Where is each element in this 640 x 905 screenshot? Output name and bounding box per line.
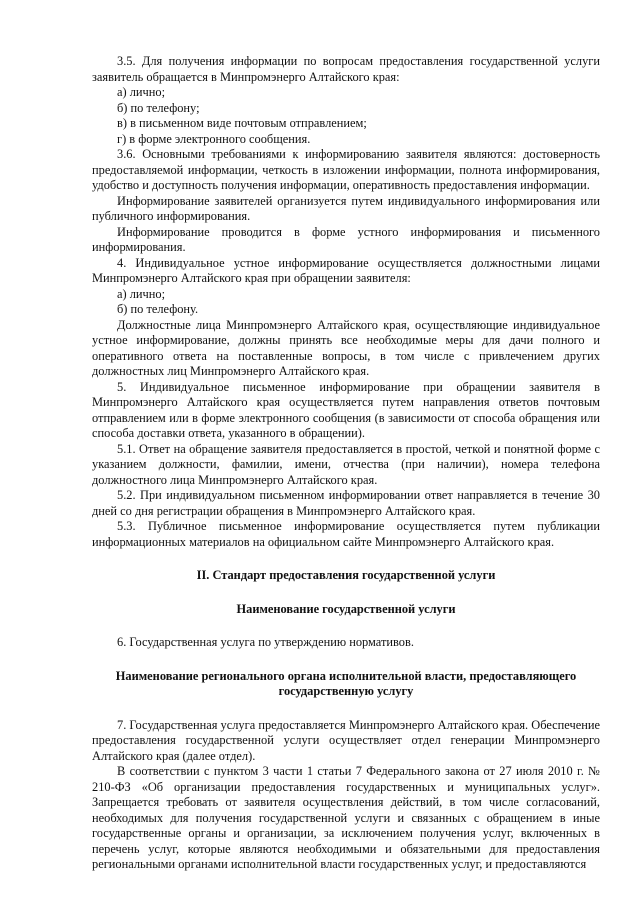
paragraph: В соответствии с пунктом 3 части 1 статьи 7 Федерального закона от 27 июля 2010 г. № 210-ФЗ «Об организации предоставления государственных и муниципальных услуг». Запрещается требовать от заявителя осуществления действий, в том числе согласований, необходимых для получения государственной услуги и связанных с обращением в иные государственные органы и организации, за исключением получения услуг, включенных в перечень услуг, которые являются необходимыми и обязательными для предоставления региональными органами исполнительной власти государственных услуг, и предоставляются [92,764,600,871]
paragraph: 4. Индивидуальное устное информирование осуществляется должностными лицами Минпромэнерго Алтайского края при обращении заявителя: [92,255,600,285]
spacer [92,651,600,669]
paragraph: 5.2. При индивидуальном письменном информировании ответ направляется в течение 30 дней со дня регистрации обращения в Минпромэнерго Алтайского края. [92,488,600,518]
paragraph: 7. Государственная услуга предоставляется Минпромэнерго Алтайского края. Обеспечение предоставления государственной услуги осуществляет отдел генерации Минпромэнерго Алтайского края (далее отдел). [92,717,600,763]
paragraph: 6. Государственная услуга по утверждению нормативов. [117,635,414,649]
spacer [92,584,600,602]
paragraph: а) лично; [117,85,166,99]
spacer [92,700,600,718]
paragraph: б) по телефону. [117,302,199,316]
paragraph: Информирование проводится в форме устного информирования и письменного информирования. [92,224,600,254]
section-heading: Наименование регионального органа исполнительной власти, предоставляющего государственную услугу [115,668,577,698]
document-body [92,54,600,873]
paragraph: г) в форме электронного сообщения. [117,131,311,146]
paragraph: 3.6. Основными требованиями к информированию заявителя являются: достоверность предоставляемой информации, четкость в изложении информации, полнота информирования, удобство и доступность получения информации, оперативность предоставления информации. [92,147,600,192]
paragraph: а) лично; [117,286,166,301]
paragraph: 5.3. Публичное письменное информирование осуществляется путем публикации информационных материалов на официальном сайте Минпромэнерго Алтайского края. [92,519,600,549]
paragraph: 3.5. Для получения информации по вопросам предоставления государственной услуги заявитель обращается в Минпромэнерго Алтайского края: [92,54,600,84]
paragraph: Информирование заявителей организуется путем индивидуального информирования или публичного информирования. [92,193,600,223]
paragraph: 5.1. Ответ на обращение заявителя предоставляется в простой, четкой и понятной форме с указанием должности, фамилии, имени, отчества (при наличии), номера телефона должностного лица Минпромэнерго Алтайского края. [92,441,600,487]
paragraph: в) в письменном виде почтовым отправлением; [117,116,367,130]
paragraph: б) по телефону; [117,100,200,115]
spacer [92,617,600,635]
paragraph: Должностные лица Минпромэнерго Алтайского края, осуществляющие индивидуальное устное информирование, должны принять все необходимые меры для дачи полного и оперативного ответа на поставленные вопросы, в том числе с привлечением других должностных лиц Минпромэнерго Алтайского края. [92,317,600,378]
spacer [92,550,600,568]
section-heading: Наименование государственной услуги [236,601,456,616]
section-heading: II. Стандарт предоставления государственной услуги [196,568,496,582]
paragraph: 5. Индивидуальное письменное информирование при обращении заявителя в Минпромэнерго Алтайского края осуществляется путем направления ответов почтовым отправлением или в форме электронного сообщения (в зависимости от способа обращения или способа доставки ответа, указанного в обращении). [92,379,600,440]
